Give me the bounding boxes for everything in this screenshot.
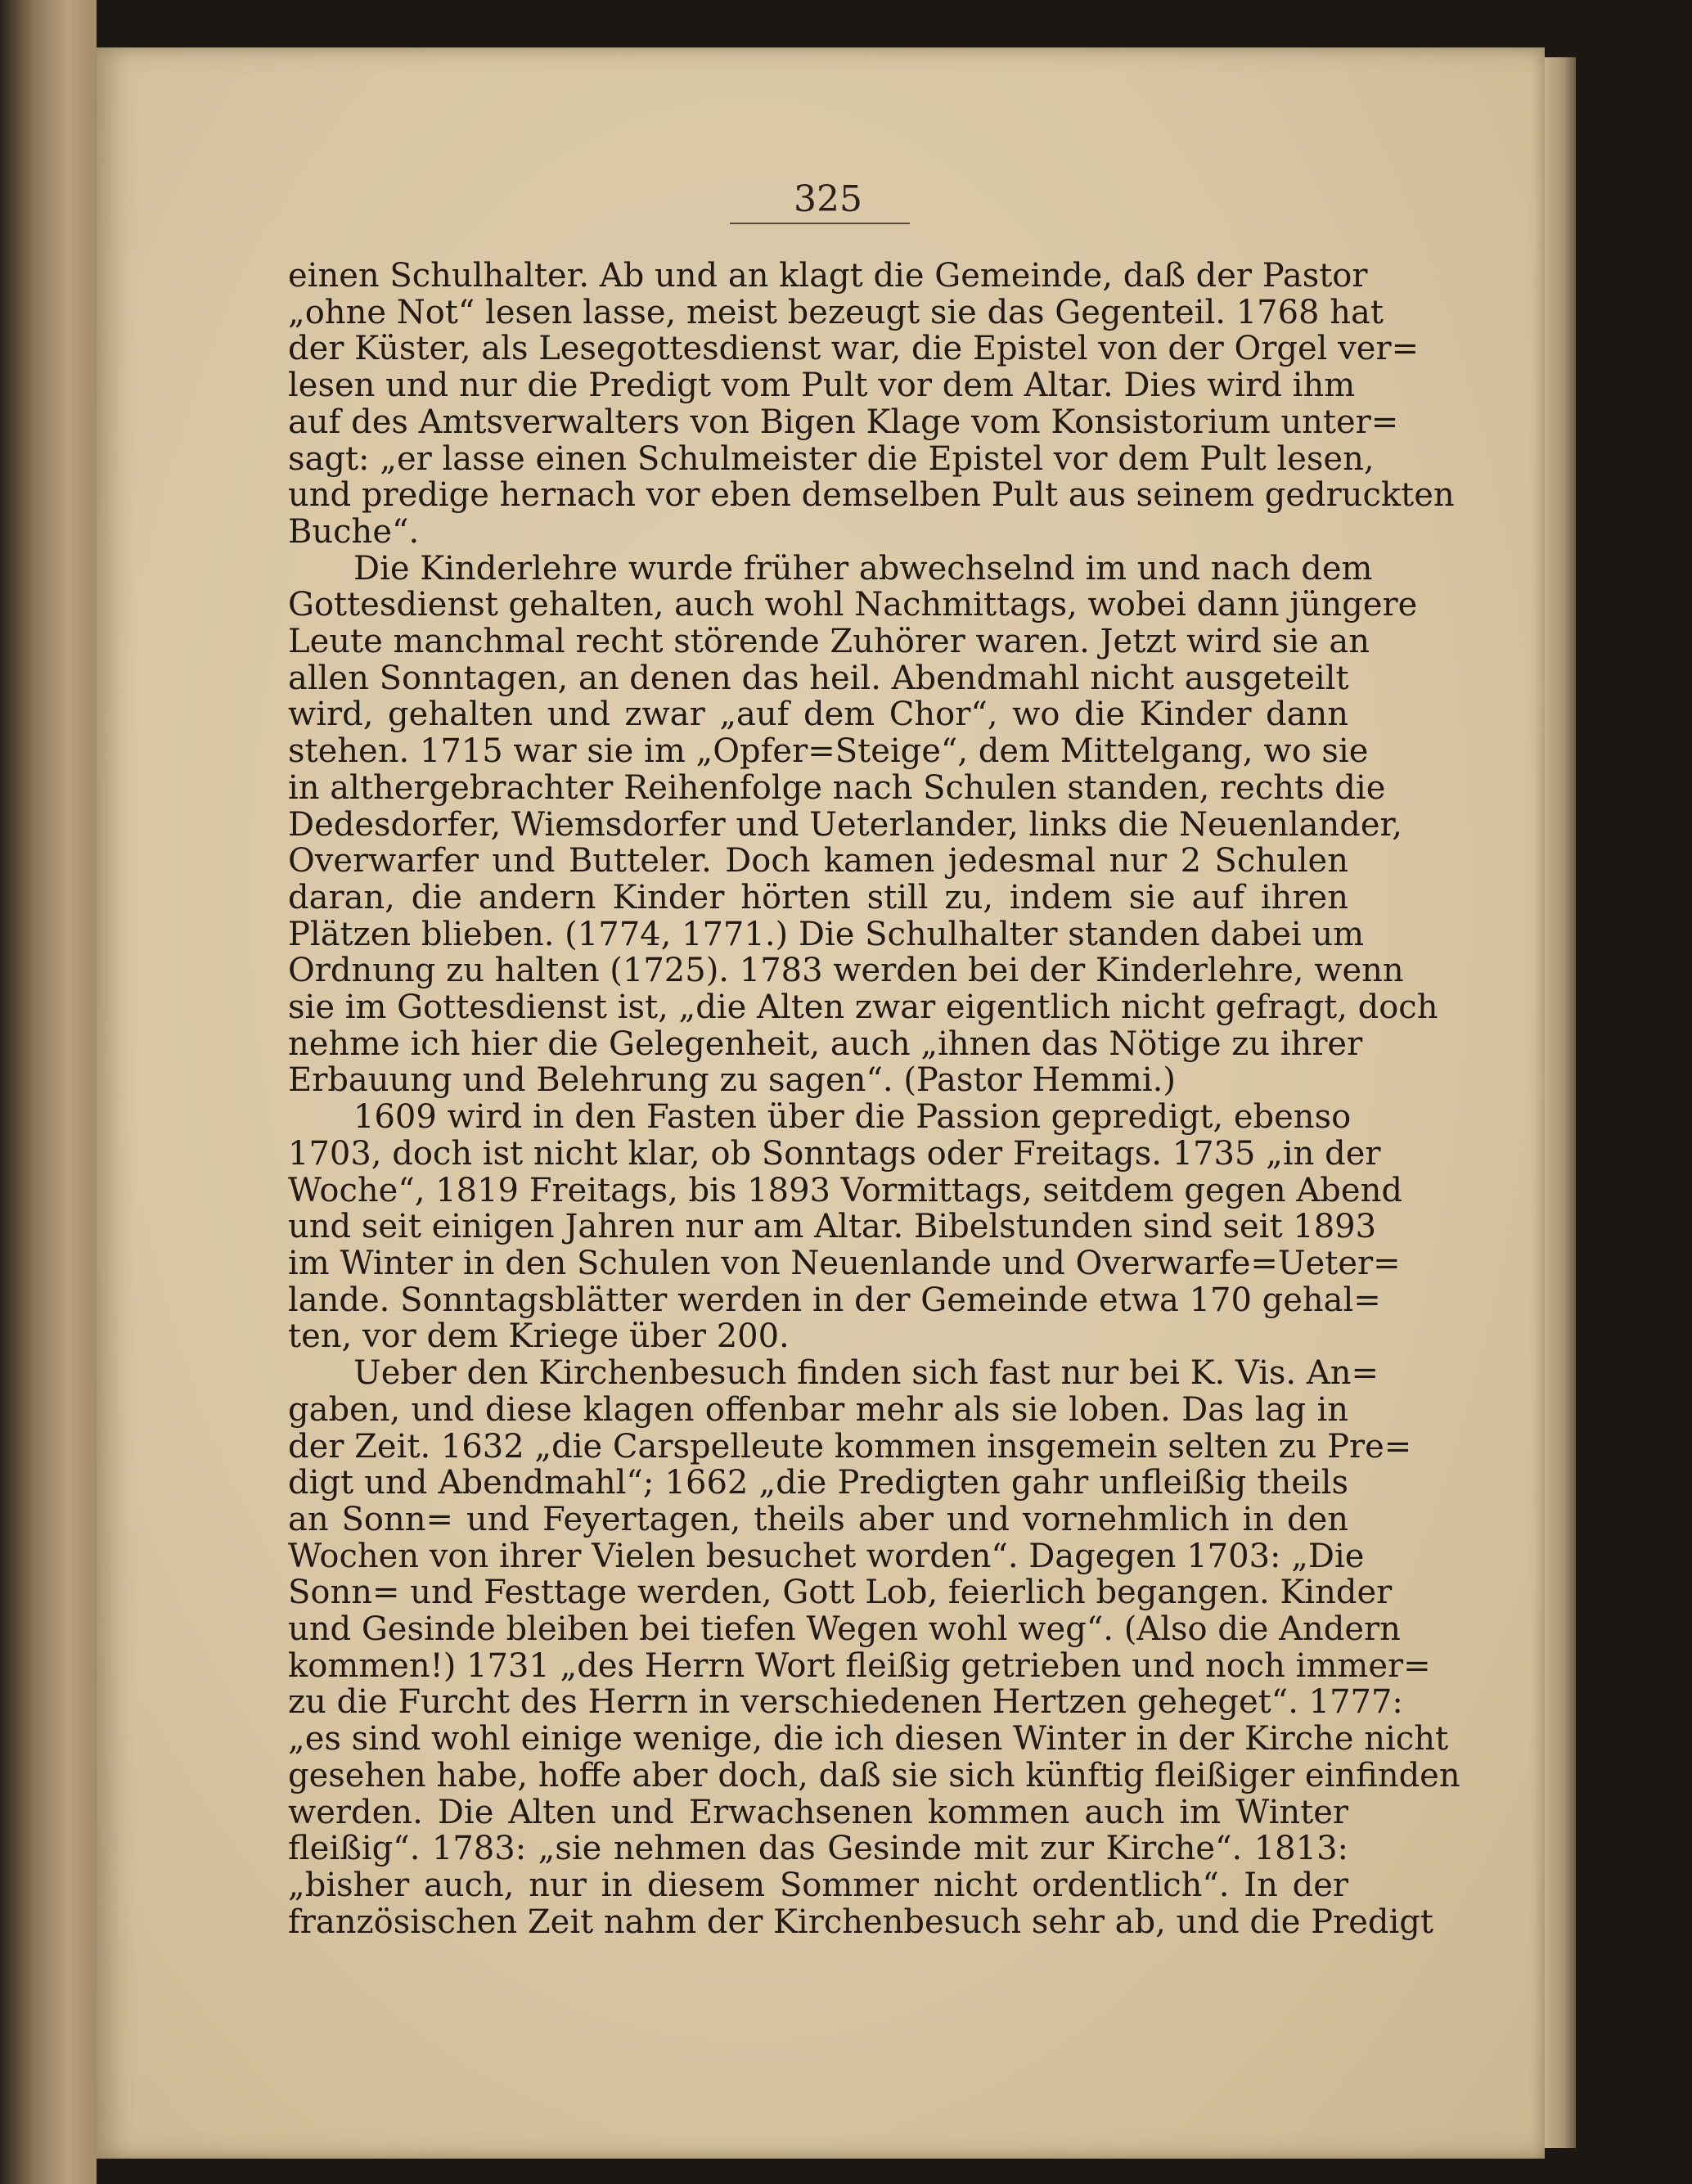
page-number: 325 [794,178,862,220]
text-line: auf des Amtsverwalters von Bigen Klage vom Konsistorium unter= [288,403,1399,441]
text-line: digt und Abendmahl“; 1662 „die Predigten gahr unfleißig theils [288,1464,1348,1502]
text-line: lande. Sonntagsblätter werden in der Gemeinde etwa 170 gehal= [288,1281,1381,1319]
text-line: einen Schulhalter. Ab und an klagt die Gemeinde, daß der Pastor [288,257,1368,295]
text-line: zu die Furcht des Herrn in verschiedenen Hertzen geheget“. 1777: [288,1683,1403,1722]
page-edge [1545,57,1576,2148]
text-line: Buche“. [288,512,420,551]
text-line: Overwarfer und Butteler. Doch kamen jedesmal nur 2 Schulen [288,842,1348,880]
text-line: Dedesdorfer, Wiemsdorfer und Ueterlander, links die Neuenlander, [288,805,1402,844]
text-line: Leute manchmal recht störende Zuhörer waren. Jetzt wird sie an [288,623,1370,661]
text-line: gesehen habe, hoffe aber doch, daß sie sich künftig fleißiger einfinden [288,1756,1460,1794]
text-line: französischen Zeit nahm der Kirchenbesuch sehr ab, und die Predigt [288,1903,1433,1941]
text-line: der Zeit. 1632 „die Carspelleute kommen insgemein selten zu Pre= [288,1427,1412,1466]
text-line: in althergebrachter Reihenfolge nach Schulen standen, rechts die [288,768,1386,807]
text-line: daran, die andern Kinder hörten still zu, indem sie auf ihren [288,878,1348,916]
text-line: Erbauung und Belehrung zu sagen“. (Pastor Hemmi.) [288,1061,1176,1100]
text-line: sie im Gottesdienst ist, „die Alten zwar eigentlich nicht gefragt, doch [288,988,1438,1027]
text-line: stehen. 1715 war sie im „Opfer=Steige“, dem Mittelgang, wo sie [288,732,1369,771]
text-line: Ordnung zu halten (1725). 1783 werden bei der Kinderlehre, wenn [288,952,1404,990]
text-line: allen Sonntagen, an denen das heil. Abendmahl nicht ausgeteilt [288,659,1349,697]
text-line: lesen und nur die Predigt vom Pult vor dem Altar. Dies wird ihm [288,367,1356,405]
text-line: fleißig“. 1783: „sie nehmen das Gesinde mit zur Kirche“. 1813: [288,1830,1348,1868]
text-line: wird, gehalten und zwar „auf dem Chor“, wo die Kinder dann [288,696,1348,734]
text-line: 1609 wird in den Fasten über die Passion gepredigt, ebenso [288,1098,1352,1137]
text-line: Die Kinderlehre wurde früher abwechselnd im und nach dem [288,549,1373,588]
text-line: nehme ich hier die Gelegenheit, auch „ihnen das Nötige zu ihrer [288,1024,1363,1063]
text-line: Wochen von ihrer Vielen besuchet worden“. Dagegen 1703: „Die [288,1537,1365,1575]
text-line: im Winter in den Schulen von Neuenlande und Overwarfe=Ueter= [288,1244,1401,1282]
text-line: Gottesdienst gehalten, auch wohl Nachmittags, wobei dann jüngere [288,586,1418,624]
body-text [288,257,1460,1941]
text-line: ten, vor dem Kriege über 200. [288,1317,790,1356]
page-number-rule [730,223,910,224]
text-line: Plätzen blieben. (1774, 1771.) Die Schulhalter standen dabei um [288,915,1365,953]
text-line: „es sind wohl einige wenige, die ich diesen Winter in der Kirche nicht [288,1720,1449,1758]
text-line: der Küster, als Lesegottesdienst war, die Epistel von der Orgel ver= [288,330,1420,368]
text-line: 1703, doch ist nicht klar, ob Sonntags oder Freitags. 1735 „in der [288,1134,1381,1173]
text-line: kommen!) 1731 „des Herrn Wort fleißig getrieben und noch immer= [288,1646,1431,1685]
text-line: „bisher auch, nur in diesem Sommer nicht ordentlich“. In der [288,1866,1348,1904]
text-line: werden. Die Alten und Erwachsenen kommen auch im Winter [288,1793,1348,1831]
text-line: und seit einigen Jahren nur am Altar. Bibelstunden sind seit 1893 [288,1208,1377,1246]
text-line: „ohne Not“ lesen lasse, meist bezeugt sie das Gegenteil. 1768 hat [288,293,1384,331]
text-line: Sonn= und Festtage werden, Gott Lob, feierlich begangen. Kinder [288,1574,1393,1612]
book-gutter [0,0,97,2184]
text-line: sagt: „er lasse einen Schulmeister die Epistel vor dem Pult lesen, [288,439,1375,478]
text-line: und Gesinde bleiben bei tiefen Wegen wohl weg“. (Also die Andern [288,1610,1401,1649]
text-line: gaben, und diese klagen offenbar mehr als sie loben. Das lag in [288,1390,1348,1429]
text-line: und predige hernach vor eben demselben Pult aus seinem gedruckten [288,476,1455,515]
text-line: Ueber den Kirchenbesuch finden sich fast nur bei K. Vis. An= [288,1354,1379,1393]
text-line: an Sonn= und Feyertagen, theils aber und vornehmlich in den [288,1500,1348,1538]
text-line: Woche“, 1819 Freitags, bis 1893 Vormittags, seitdem gegen Abend [288,1171,1402,1209]
